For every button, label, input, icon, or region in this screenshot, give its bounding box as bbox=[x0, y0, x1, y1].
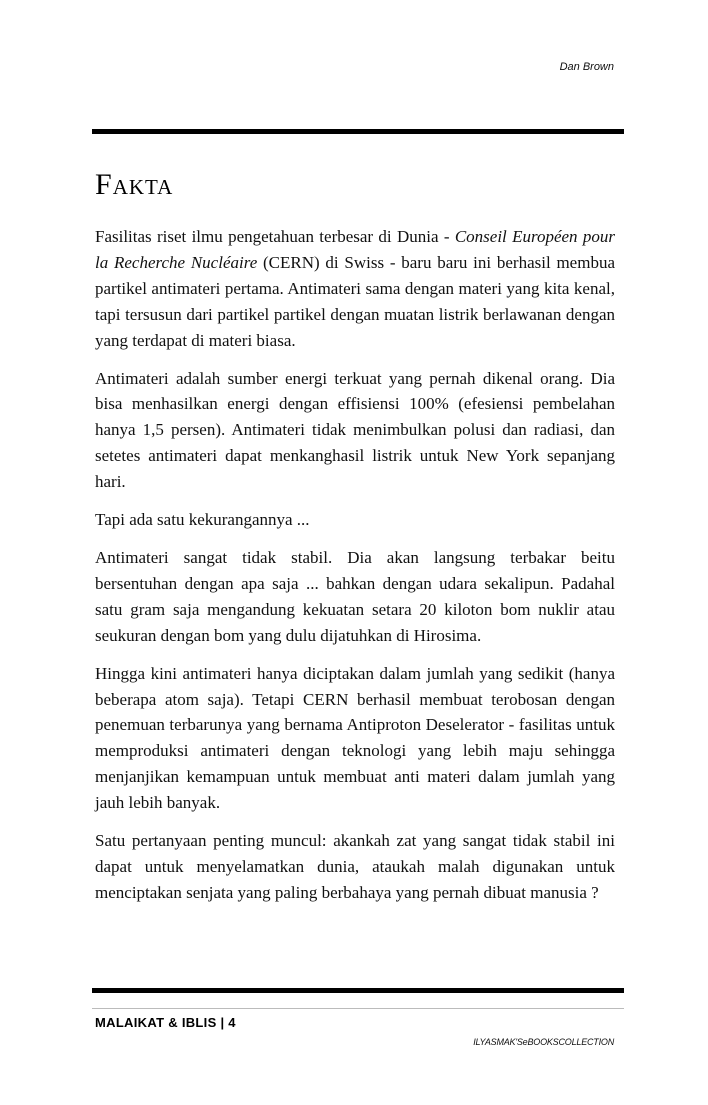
paragraph-2: Antimateri adalah sumber energi terkuat yang pernah dikenal orang. Dia bisa menhasilkan energi dengan effisiensi 100% (efesiensi pembelahan hanya 1,5 persen). Antimateri tidak menimbulkan polusi dan radiasi, dan setetes antimateri dapat menkanghasil listrik untuk New York sepanjang hari. bbox=[95, 368, 615, 492]
running-header-author: Dan Brown bbox=[559, 61, 614, 73]
paragraph-6: Satu pertanyaan penting muncul: akankah zat yang sangat tidak stabil ini dapat untuk menyelamatkan dunia, ataukah malah digunakan untuk menciptakan senjata yang paling berbahaya yang pernah dibuat manusia ? bbox=[95, 831, 615, 902]
footer-book-page: MALAIKAT & IBLIS | 4 bbox=[95, 1015, 236, 1030]
paragraph-1-lead: Fasilitas riset ilmu pengetahuan terbesar di Dunia - bbox=[95, 227, 455, 246]
header-rule bbox=[92, 129, 624, 134]
paragraph-1-rest: (CERN) di Swiss - baru baru ini berhasil membua partikel antimateri pertama. Antimateri sama dengan materi yang kita kenal, tapi tersusun dari partikel partikel dengan muatan listrik berlawanan dengan yang terdapat di materi biasa. bbox=[95, 252, 615, 350]
chapter-title-rest: AKTA bbox=[112, 175, 174, 199]
paragraph-1-italic-name: Conseil Européen pour la Recherche Nucléaire bbox=[95, 227, 615, 272]
footer-rule bbox=[92, 988, 624, 993]
footer-thin-rule bbox=[92, 1008, 624, 1009]
body-text bbox=[95, 224, 615, 918]
paragraph-1 bbox=[95, 224, 615, 354]
paragraph-4: Antimateri sangat tidak stabil. Dia akan langsung terbakar beitu bersentuhan dengan apa saja ... bahkan dengan udara sekalipun. Padahal satu gram saja mengandung kekuatan setara 20 kiloton bom nuklir atau seukuran dengan bom yang dulu dijatuhkan di Hirosima. bbox=[95, 547, 615, 645]
footer-collection: ILYASMAK'SeBOOKSCOLLECTION bbox=[473, 1037, 614, 1047]
paragraph-3: Tapi ada satu kekurangannya ... bbox=[95, 510, 310, 530]
chapter-title bbox=[95, 170, 173, 200]
chapter-title-initial: F bbox=[95, 168, 113, 201]
paragraph-5: Hingga kini antimateri hanya diciptakan dalam jumlah yang sedikit (hanya beberapa atom saja). Tetapi CERN berhasil membuat terobosan dengan penemuan terbarunya yang bernama Antiproton Deselerator - fasilitas untuk memproduksi antimateri dengan teknologi yang lebih maju sehingga menjanjikan kemampuan untuk membuat anti materi dalam jumlah yang jauh lebih banyak. bbox=[95, 663, 615, 813]
